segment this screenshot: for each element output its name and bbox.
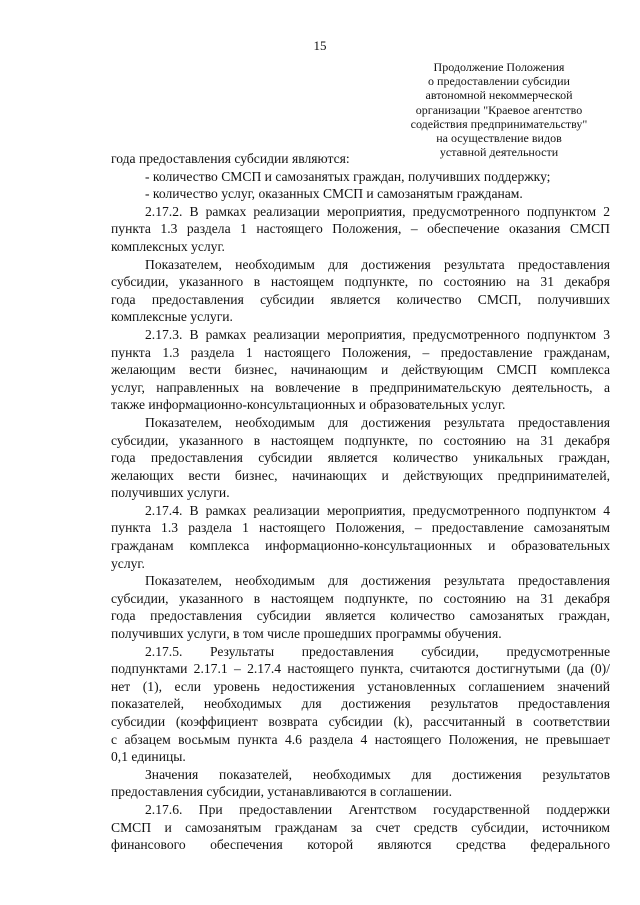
text-line: Значения показателей, необходимых для достижения результатов (145, 766, 610, 782)
text-line: года предоставления субсидии являются: (111, 151, 350, 166)
header-note-line: автономной некоммерческой (425, 88, 573, 103)
text-line: пункта 1.3 раздела 1 настоящего Положения, – обеспечение оказания СМСП (111, 221, 610, 237)
text-line: 2.17.5. Результаты предоставления субсидии, предусмотренные (145, 643, 610, 659)
text-line: Показателем, необходимым для достижения результата предоставления (145, 573, 610, 589)
text-line: Показателем, необходимым для достижения результата предоставления (145, 414, 610, 430)
text-line: - количество услуг, оказанных СМСП и самозанятым гражданам. (145, 186, 523, 202)
document-body (111, 150, 610, 854)
text-line: финансового обеспечения которой являются средства федерального (111, 837, 610, 853)
text-line: показателей, необходимых для достижения результатов предоставления (111, 696, 610, 712)
text-line: года предоставления субсидии является количество уникальных граждан, (111, 450, 610, 466)
header-note-line: уставной деятельности (439, 145, 559, 160)
header-note-line: организации "Краевое агентство (415, 102, 583, 117)
text-line: желающим вести бизнес, начинающим и действующим СМСП комплекса (111, 362, 610, 378)
text-line: услуг, направленных на вовлечение в предпринимательскую деятельность, а (111, 379, 610, 395)
text-line: с абзацем восьмым пункта 4.6 раздела 4 настоящего Положения, не превышает (111, 731, 610, 747)
text-line: года предоставления субсидии является количество СМСП, получивших (111, 291, 610, 307)
text-line: 2.17.2. В рамках реализации мероприятия, предусмотренного подпунктом 2 (145, 203, 610, 219)
text-line: получивших услуги, в том числе прошедших программы обучения. (111, 626, 502, 642)
text-line: субсидии, указанного в настоящем подпункте, по состоянию на 31 декабря (111, 432, 610, 448)
text-line: комплексных услуг. (111, 238, 225, 254)
text-line: подпунктами 2.17.1 – 2.17.4 настоящего пункта, считаются достигнутыми (да (0)/ (111, 661, 610, 677)
text-line: пункта 1.3 раздела 1 настоящего Положения, – предоставление самозанятым (111, 520, 610, 536)
text-line: услуг. (111, 555, 145, 571)
document-continuation-header (404, 60, 594, 159)
header-note-line: о предоставлении субсидии (428, 74, 570, 89)
text-line: получивших услуги. (111, 485, 230, 501)
page-number: 15 (313, 38, 327, 53)
text-line: пункта 1.3 раздела 1 настоящего Положения, – предоставление гражданам, (111, 344, 610, 360)
header-note-line: на осуществление видов (436, 131, 562, 146)
text-line: 2.17.3. В рамках реализации мероприятия, предусмотренного подпунктом 3 (145, 326, 610, 342)
text-line: 2.17.4. В рамках реализации мероприятия, предусмотренного подпунктом 4 (145, 502, 610, 518)
text-line: 0,1 единицы. (111, 749, 186, 765)
text-line: года предоставления субсидии является количество самозанятых граждан, (111, 608, 610, 624)
text-line: нет (1), если уровень недостижения установленных соглашением значений (111, 678, 610, 694)
header-note-line: содействия предпринимательству" (410, 116, 588, 131)
text-line: гражданам комплекса информационно-консультационных и образовательных (111, 538, 610, 554)
text-line: СМСП и самозанятым гражданам за счет средств субсидии, источником (111, 819, 610, 835)
text-line: желающих вести бизнес, начинающих и действующих предпринимателей, (111, 467, 610, 483)
text-line: комплексные услуги. (111, 309, 233, 325)
text-line: 2.17.6. При предоставлении Агентством государственной поддержки (145, 801, 610, 817)
text-line: субсидии, указанного в настоящем подпункте, по состоянию на 31 декабря (111, 590, 610, 606)
text-line: субсидии (коэффициент возврата субсидии (k), рассчитанный в соответствии (111, 714, 610, 729)
text-line: - количество СМСП и самозанятых граждан, получивших поддержку; (145, 168, 551, 184)
header-note-line: Продолжение Положения (433, 60, 565, 74)
text-line: Показателем, необходимым для достижения результата предоставления (145, 256, 610, 272)
text-line: субсидии, указанного в настоящем подпункте, по состоянию на 31 декабря (111, 274, 610, 290)
text-line: предоставления субсидии, устанавливаются в соглашении. (111, 784, 453, 800)
text-line: также информационно-консультационных и образовательных услуг. (111, 397, 506, 413)
